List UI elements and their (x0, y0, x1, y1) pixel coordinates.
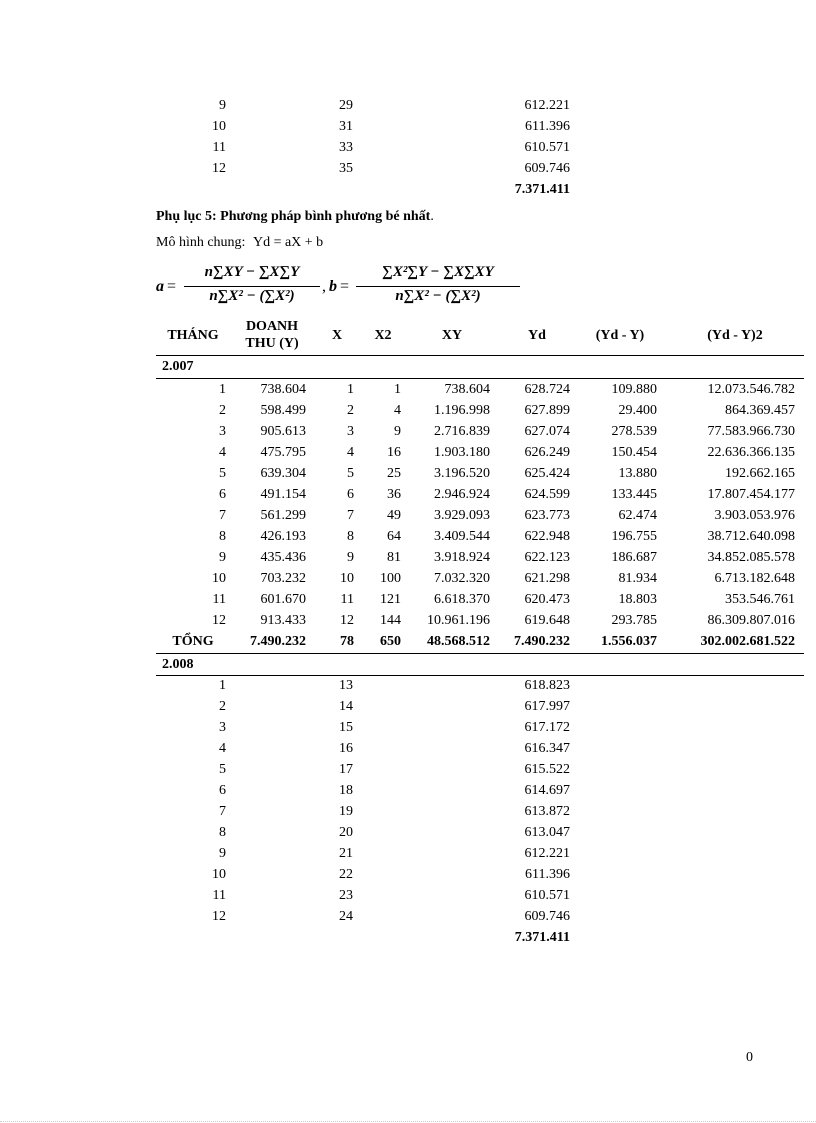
cell-x: 24 (339, 909, 353, 924)
cell-xy: 7.032.320 (434, 571, 490, 586)
cell-x: 9 (347, 550, 354, 565)
cell-yd-minus-y-squared: 77.583.966.730 (707, 424, 795, 439)
top-month: 10 (212, 119, 226, 134)
top-month: 12 (212, 161, 226, 176)
cell-revenue: 639.304 (260, 466, 306, 481)
cell-yd-minus-y-squared: 353.546.761 (725, 592, 795, 607)
cell-month: 8 (219, 825, 226, 840)
top-yd: 611.396 (525, 119, 570, 134)
formula-eq-b: = (340, 278, 350, 295)
cell-yd: 622.948 (524, 529, 570, 544)
header-yd-minus-y: (Yd - Y) (595, 328, 645, 343)
cell-yd-minus-y-squared: 3.903.053.976 (714, 508, 795, 523)
formula-b-denominator: n∑X² − (∑X²) (395, 288, 481, 304)
cell-x: 12 (340, 613, 354, 628)
cell-x: 22 (339, 867, 353, 882)
top-month: 11 (212, 140, 226, 155)
cell-yd-minus-y: 18.803 (618, 592, 657, 607)
model-formula: Yd = aX + b (252, 235, 324, 250)
cell-yd-minus-y-squared: 17.807.454.177 (707, 487, 795, 502)
cell-yd: 615.522 (524, 762, 570, 777)
total-2008: 7.371.411 (514, 930, 570, 945)
cell-xy: 10.961.196 (427, 613, 490, 628)
formula-b: b (329, 278, 337, 295)
formula-a-denominator: n∑X² − (∑X²) (209, 288, 295, 304)
model-label: Mô hình chung: (156, 235, 246, 250)
cell-yd-minus-y: 109.880 (611, 382, 657, 397)
cell-xy: 3.409.544 (434, 529, 490, 544)
cell-revenue: 561.299 (260, 508, 306, 523)
cell-x: 23 (339, 888, 353, 903)
cell-yd: 622.123 (524, 550, 570, 565)
cell-yd: 613.872 (524, 804, 570, 819)
cell-x2: 9 (394, 424, 401, 439)
cell-yd: 616.347 (524, 741, 570, 756)
total-xy: 48.568.512 (427, 634, 490, 649)
cell-x2: 144 (380, 613, 401, 628)
cell-yd-minus-y-squared: 12.073.546.782 (707, 382, 795, 397)
year-2008-rule (156, 675, 804, 676)
cell-x: 1 (347, 382, 354, 397)
cell-revenue: 601.670 (260, 592, 306, 607)
least-squares-formula (156, 264, 526, 308)
cell-x2: 4 (394, 403, 401, 418)
cell-month: 3 (219, 424, 226, 439)
header-yd-minus-y-squared: (Yd - Y)2 (707, 328, 763, 343)
cell-month: 9 (219, 846, 226, 861)
cell-xy: 3.196.520 (434, 466, 490, 481)
cell-x: 11 (340, 592, 354, 607)
cell-revenue: 475.795 (260, 445, 306, 460)
page-bottom-border (0, 1121, 816, 1122)
cell-yd-minus-y: 81.934 (618, 571, 657, 586)
cell-month: 9 (219, 550, 226, 565)
cell-x: 16 (339, 741, 353, 756)
cell-x2: 25 (387, 466, 401, 481)
formula-sep: , (322, 278, 326, 295)
cell-x: 4 (347, 445, 354, 460)
header-rule (156, 355, 804, 356)
formula-b-numerator: ∑X²∑Y − ∑X∑XY (382, 264, 494, 280)
cell-month: 11 (212, 592, 226, 607)
cell-x2: 64 (387, 529, 401, 544)
header-doanh-thu: DOANH THU (Y) (245, 319, 299, 351)
cell-x: 18 (339, 783, 353, 798)
cell-yd: 617.172 (524, 720, 570, 735)
cell-yd: 627.074 (524, 424, 570, 439)
cell-yd: 627.899 (524, 403, 570, 418)
cell-x: 17 (339, 762, 353, 777)
cell-revenue: 491.154 (260, 487, 306, 502)
formula-a: a (156, 278, 164, 295)
appendix-title: Phụ lục 5: Phương pháp bình phương bé nhất. (156, 209, 434, 224)
cell-xy: 2.946.924 (434, 487, 490, 502)
cell-yd-minus-y-squared: 6.713.182.648 (714, 571, 795, 586)
top-yd: 610.571 (524, 140, 570, 155)
year-2007-rule (156, 378, 804, 379)
cell-revenue: 913.433 (260, 613, 306, 628)
cell-xy: 1.903.180 (434, 445, 490, 460)
cell-yd-minus-y-squared: 34.852.085.578 (707, 550, 795, 565)
cell-x: 15 (339, 720, 353, 735)
cell-month: 7 (219, 804, 226, 819)
top-total: 7.371.411 (514, 182, 570, 197)
cell-x: 6 (347, 487, 354, 502)
cell-month: 2 (219, 699, 226, 714)
cell-xy: 738.604 (444, 382, 490, 397)
cell-x: 3 (347, 424, 354, 439)
cell-x: 13 (339, 678, 353, 693)
cell-x2: 100 (380, 571, 401, 586)
cell-yd-minus-y-squared: 864.369.457 (725, 403, 795, 418)
cell-x2: 121 (380, 592, 401, 607)
total-yd-minus-y-squared: 302.002.681.522 (700, 634, 795, 649)
top-month: 9 (219, 98, 226, 113)
cell-yd: 619.648 (524, 613, 570, 628)
cell-x: 2 (347, 403, 354, 418)
cell-yd-minus-y: 278.539 (611, 424, 657, 439)
top-yd: 612.221 (524, 98, 570, 113)
cell-month: 3 (219, 720, 226, 735)
cell-month: 1 (219, 678, 226, 693)
cell-month: 5 (219, 466, 226, 481)
cell-yd: 609.746 (524, 909, 570, 924)
cell-revenue: 905.613 (260, 424, 306, 439)
cell-x: 19 (339, 804, 353, 819)
cell-yd: 614.697 (524, 783, 570, 798)
total-yd-minus-y: 1.556.037 (601, 634, 657, 649)
cell-month: 5 (219, 762, 226, 777)
cell-revenue: 426.193 (260, 529, 306, 544)
cell-month: 2 (219, 403, 226, 418)
cell-yd-minus-y: 62.474 (618, 508, 657, 523)
cell-yd-minus-y-squared: 22.636.366.135 (707, 445, 795, 460)
cell-yd: 618.823 (524, 678, 570, 693)
cell-x2: 81 (387, 550, 401, 565)
cell-yd: 612.221 (524, 846, 570, 861)
cell-xy: 1.196.998 (434, 403, 490, 418)
top-x: 31 (339, 119, 353, 134)
cell-yd-minus-y: 150.454 (611, 445, 657, 460)
cell-yd-minus-y: 13.880 (618, 466, 657, 481)
cell-month: 6 (219, 487, 226, 502)
cell-yd: 617.997 (524, 699, 570, 714)
cell-month: 8 (219, 529, 226, 544)
cell-x2: 16 (387, 445, 401, 460)
cell-month: 6 (219, 783, 226, 798)
cell-yd-minus-y-squared: 86.309.807.016 (707, 613, 795, 628)
header-thang: THÁNG (167, 328, 219, 343)
cell-yd: 611.396 (525, 867, 570, 882)
cell-yd: 620.473 (524, 592, 570, 607)
cell-month: 7 (219, 508, 226, 523)
cell-yd-minus-y: 29.400 (618, 403, 657, 418)
cell-x: 5 (347, 466, 354, 481)
cell-month: 11 (212, 888, 226, 903)
cell-yd: 610.571 (524, 888, 570, 903)
cell-x: 14 (339, 699, 353, 714)
cell-yd-minus-y-squared: 192.662.165 (725, 466, 795, 481)
top-x: 29 (339, 98, 353, 113)
cell-xy: 3.929.093 (434, 508, 490, 523)
cell-revenue: 435.436 (260, 550, 306, 565)
formula-eq-a: = (167, 278, 177, 295)
cell-month: 4 (219, 445, 226, 460)
cell-month: 4 (219, 741, 226, 756)
header-yd: Yd (528, 328, 546, 343)
top-x: 35 (339, 161, 353, 176)
total-label: TỔNG (172, 634, 214, 649)
year-2008-label: 2.008 (162, 657, 194, 672)
top-yd: 609.746 (524, 161, 570, 176)
cell-yd: 624.599 (524, 487, 570, 502)
total-y: 7.490.232 (250, 634, 306, 649)
cell-month: 10 (212, 571, 226, 586)
cell-yd: 625.424 (524, 466, 570, 481)
cell-x: 20 (339, 825, 353, 840)
cell-yd: 626.249 (524, 445, 570, 460)
page-number: 0 (746, 1050, 753, 1065)
cell-x: 7 (347, 508, 354, 523)
header-xy: XY (441, 328, 463, 343)
year-2007-label: 2.007 (162, 359, 194, 374)
cell-yd-minus-y: 196.755 (611, 529, 657, 544)
cell-month: 1 (219, 382, 226, 397)
total-x2: 650 (380, 634, 401, 649)
cell-xy: 2.716.839 (434, 424, 490, 439)
cell-x2: 36 (387, 487, 401, 502)
cell-month: 10 (212, 867, 226, 882)
cell-yd: 613.047 (524, 825, 570, 840)
total-x: 78 (340, 634, 354, 649)
cell-yd: 621.298 (524, 571, 570, 586)
formula-a-numerator: n∑XY − ∑X∑Y (204, 264, 300, 280)
top-x: 33 (339, 140, 353, 155)
cell-yd-minus-y: 186.687 (611, 550, 657, 565)
cell-xy: 6.618.370 (434, 592, 490, 607)
cell-yd: 628.724 (524, 382, 570, 397)
cell-x: 10 (340, 571, 354, 586)
header-x2: X2 (374, 328, 392, 343)
cell-xy: 3.918.924 (434, 550, 490, 565)
cell-yd-minus-y-squared: 38.712.640.098 (707, 529, 795, 544)
cell-yd-minus-y: 133.445 (611, 487, 657, 502)
cell-x2: 1 (394, 382, 401, 397)
header-x: X (331, 328, 343, 343)
cell-yd: 623.773 (524, 508, 570, 523)
cell-month: 12 (212, 909, 226, 924)
cell-revenue: 703.232 (260, 571, 306, 586)
cell-month: 12 (212, 613, 226, 628)
model-line (156, 235, 323, 251)
total-yd: 7.490.232 (514, 634, 570, 649)
cell-x: 8 (347, 529, 354, 544)
cell-yd-minus-y: 293.785 (611, 613, 657, 628)
cell-x2: 49 (387, 508, 401, 523)
cell-revenue: 598.499 (260, 403, 306, 418)
cell-revenue: 738.604 (260, 382, 306, 397)
total-rule (156, 653, 804, 654)
cell-x: 21 (339, 846, 353, 861)
